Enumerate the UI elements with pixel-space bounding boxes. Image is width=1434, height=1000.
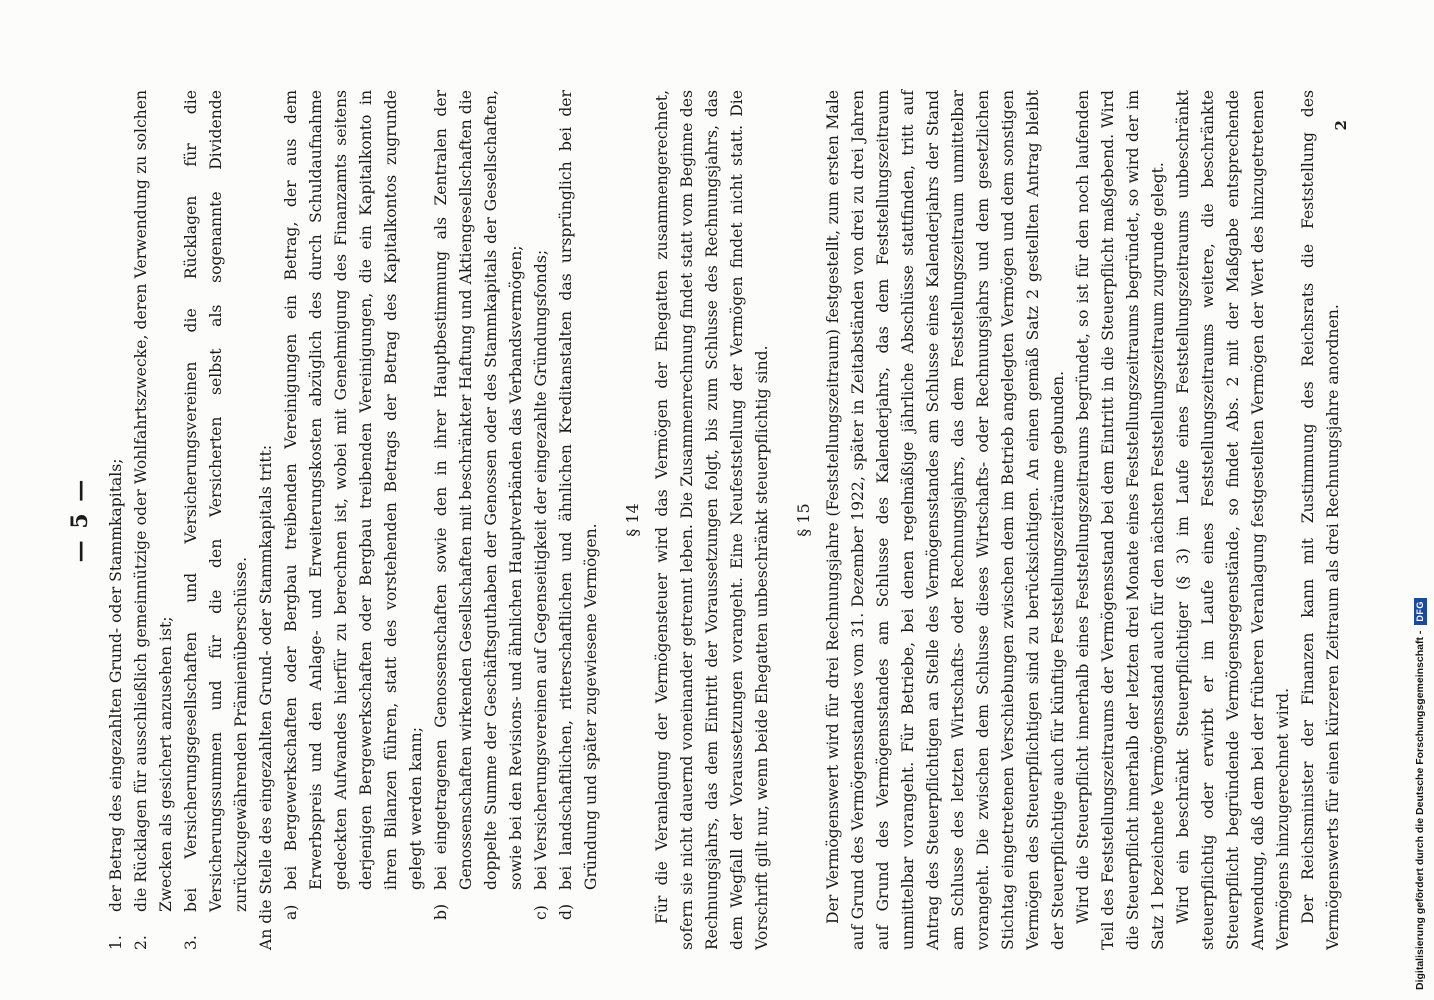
- sub-list-item: [554, 90, 604, 920]
- section-heading-14: § 14: [623, 503, 642, 537]
- list-item: [104, 90, 129, 950]
- section-14-paragraph: Für die Veranlagung der Vermögensteuer wird das Vermögen der Ehegatten zusammengerechnet, sofern sie nicht dauernd voneinander getrennt leben. Die Zusammenrechnung findet statt vom Beginne des Rechnungsjahrs, das dem Eintritt der Voraussetzungen folgt, bis zum Schlusse des Rechnungsjahrs, das dem Wegfall der Voraussetzungen vorangeht. Eine Neufeststellung der Vermögen findet nicht statt. Die Vorschrift gilt nur, wenn beide Ehegatten unbeschränkt steuerpflichtig sind.: [653, 90, 771, 950]
- sub-list-letter: a): [282, 904, 300, 920]
- list-number: 2.: [132, 935, 150, 950]
- document-body: [104, 90, 1346, 950]
- intro-line: An die Stelle des eingezahlten Grund- oder Stammkapitals tritt:: [257, 444, 275, 950]
- sub-list-item: [279, 90, 429, 920]
- sub-list-letter: b): [432, 903, 450, 920]
- credit-text: Digitalisierung gefördert durch die Deutsche Forschungsgemeinschaft -: [1414, 630, 1426, 990]
- section-15-paragraph: Der Reichsminister der Finanzen kann mit Zustimmung des Reichsrats die Feststellung des Vermögenswerts für einen kürzeren Zeitraum als drei Rechnungsjahre anordnen.: [1299, 90, 1342, 950]
- list-item: [179, 90, 254, 950]
- list-text: bei Versicherungsgesellschaften und Versicherungsvereinen die Rücklagen für die Versicherungssummen und für die den Versicherten selbst als sogenannte Dividende zurückzugewährenden Prämienüberschüsse.: [182, 90, 250, 912]
- section-15-paragraph: Der Vermögenswert wird für drei Rechnungsjahre (Feststellungszeitraum) festgestellt, zum ersten Male auf Grund des Vermögensstandes vom 31. Dezember 1922, später in Zeitabständen von drei zu drei Jahren auf Grund des Vermögensstandes am Schlusse des Kalenderjahrs, das dem Feststellungszeitraum unmittelbar vorangeht. Für Betriebe, bei denen regelmäßige jährliche Abschlüsse stattfinden, tritt auf Antrag des Steuerpflichtigen an Stelle des Vermögensstandes am Schlusse eines Kalenderjahrs der Stand am Schlusse des letzten Wirtschafts- oder Rechnungsjahrs, das dem Feststellungszeitraum unmittelbar vorangeht. Die zwischen dem Schlusse dieses Wirtschafts- oder Rechnungsjahrs und dem gesetzlichen Stichtag eingetretenen Verschiebungen zwischen dem im Betrieb angelegten Vermögen und dem sonstigen Vermögen des Steuerpflichtigen sind zu berücksichtigen. An einen gemäß Satz 2 gestellten Antrag bleibt der Steuerpflichtige auch für künftige Feststellungszeiträume gebunden.: [824, 90, 1067, 950]
- list-text: der Betrag des eingezahlten Grund- oder Stammkapitals;: [107, 458, 125, 912]
- section-15-paragraph: Wird ein beschränkt Steuerpflichtiger (§ 3) im Laufe eines Feststellungszeitraums unbeschränkt steuerpflichtig oder erwirbt er im Laufe eines Feststellungszeitraums weitere, die beschränkte Steuerpflicht begründende Vermögensgegenstände, so findet Abs. 2 mit der Maßgabe entsprechende Anwendung, daß dem bei der früheren Veranlagung festgestellten Vermögen der Wert des hinzugetretenen Vermögens hinzugerechnet wird.: [1174, 90, 1292, 950]
- page-header: — 5 —: [67, 477, 93, 563]
- sub-list-text: bei eingetragenen Genossenschaften sowie den in ihrer Hauptbestimmung als Zentralen der Genossenschaften wirkenden Gesellschaften mit beschränkter Haftung und Aktiengesellschaften die doppelte Summe der Geschäftsguthaben der Genossen oder des Stammkapitals der Gesellschaften, sowie bei den Revisions- und ähnlichen Hauptverbänden das Verbandsvermögen;: [432, 90, 525, 890]
- sub-list-item: [429, 90, 529, 920]
- numbered-list: [104, 90, 254, 950]
- list-item: [129, 90, 179, 950]
- sub-list-letter: c): [532, 905, 550, 920]
- sub-list-letter: d): [557, 903, 575, 920]
- list-number: 1.: [107, 935, 125, 950]
- lettered-list: [279, 90, 604, 950]
- sub-list-text: bei landschaftlichen, ritterschaftlichen und ähnlichen Kreditanstalten das ursprünglich bei der Gründung und später zugewiesene Vermögen.: [557, 90, 600, 890]
- list-text: die Rücklagen für ausschließlich gemeinnützige oder Wohlfahrtszwecke, deren Verwendung zu solchen Zwecken als gesichert anzusehen ist;: [132, 90, 175, 912]
- dfg-logo: DFG: [1414, 598, 1427, 625]
- sub-list-text: bei Versicherungsvereinen auf Gegenseitigkeit der eingezahlte Gründungsfonds;: [532, 249, 550, 890]
- section-15-paragraph: Wird die Steuerpflicht innerhalb eines Feststellungszeitraums begründet, so ist für den noch laufenden Teil des Feststellungszeitraums der Vermögensstand bei dem Eintritt in die Steuerpflicht maßgebend. Wird die Steuerpflicht innerhalb der letzten drei Monate eines Feststellungszeitraums begründet, so wird der im Satz 1 bezeichnete Vermögensstand auch für den nächsten Feststellungszeitraum zugrunde gelegt.: [1074, 90, 1167, 950]
- sub-list-item: [529, 90, 554, 920]
- sub-list-text: bei Bergewerkschaften oder Bergbau treibenden Vereinigungen ein Betrag, der aus dem Erwerbspreis und den Anlage- und Erweiterungskosten abzüglich des durch Schuldaufnahme gedeckten Aufwandes hierfür zu berechnen ist, wobei mit Genehmigung des Finanzamts seitens derjenigen Bergewerkschaften oder Bergbau treibenden Vereinigungen, die ein Kapitalkonto in ihren Bilanzen führen, statt des vorstehenden Betrags der Betrag des Kapitalkontos zugrunde gelegt werden kann;: [282, 90, 425, 890]
- list-number: 3.: [182, 935, 200, 950]
- digitization-credit: [1412, 10, 1428, 990]
- page-number: 2: [1332, 120, 1350, 131]
- rotated-document-page: [60, 80, 1380, 960]
- section-heading-15: § 15: [794, 503, 813, 537]
